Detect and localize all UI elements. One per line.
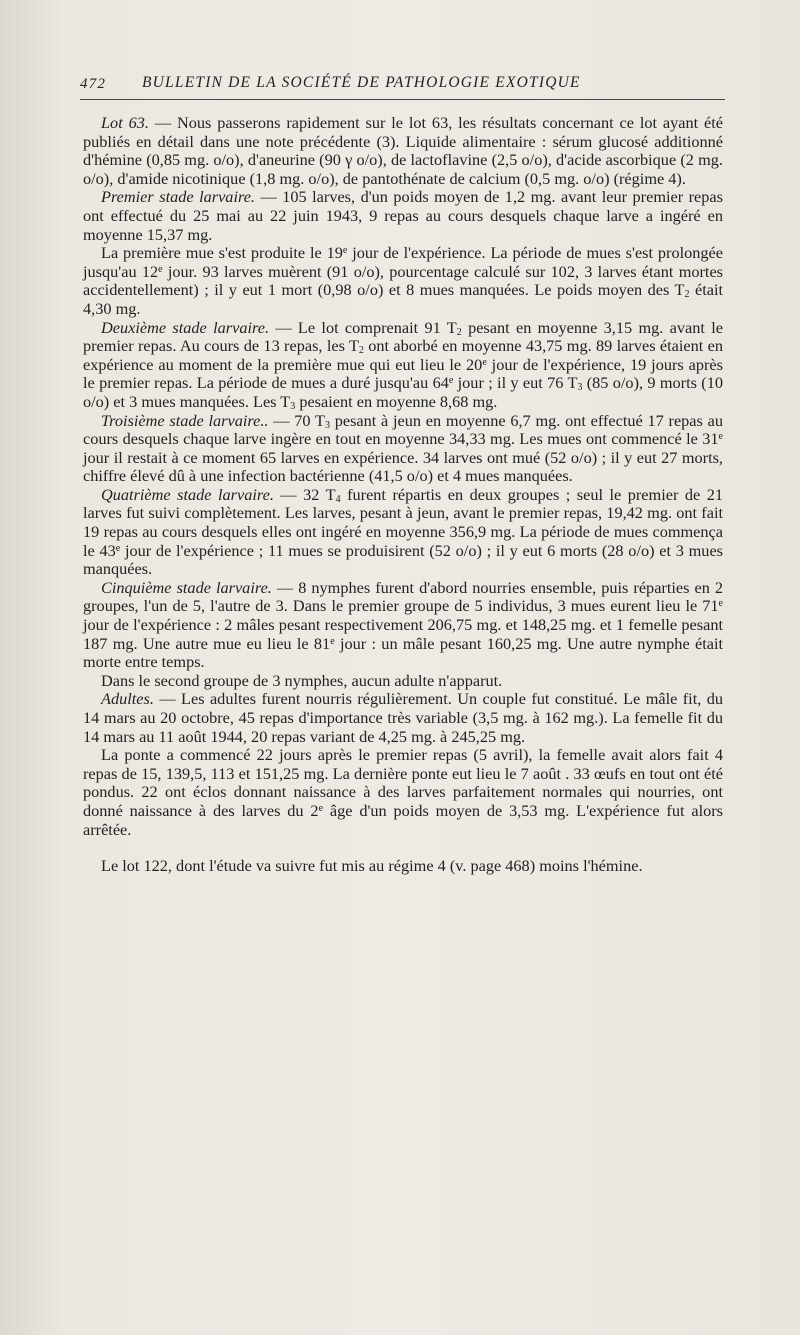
paragraph-second-groupe: Dans le second groupe de 3 nymphes, aucun adulte n'apparut.	[101, 670, 503, 690]
section-label-deuxieme-stade: Deuxième stade larvaire.	[101, 317, 270, 337]
section-label-adultes: Adultes.	[101, 689, 154, 709]
page-number: 472	[80, 76, 107, 92]
section-label-quatrieme-stade: Quatrième stade larvaire.	[101, 484, 274, 504]
paragraph-premiere-mue: La première mue s'est produite le 19e jour de l'expérience. La période de mues s'est prolongée jusqu'au 12e jour. 93 larves muèrent (91 o/o), pourcentage calculé sur 102, 3 larves étant mortes accidentellement) ; il y eut 1 mort (0,98 o/o) et 8 mues manquées. Le poids moyen des $T_2$ était 4,30 mg.	[83, 243, 724, 318]
page-header	[80, 70, 725, 98]
paragraph-ponte: La ponte a commencé 22 jours après le premier repas (5 avril), la femelle avait alors fait 4 repas de 15, 139,5, 113 et 151,25 mg. La dernière ponte eut lieu le 7 août . 33 œufs en tout ont été pondus. 22 ont éclos donnant naissance à des larves parfaitement normales qui nourries, ont donné naissance à des larves du 2e âge d'un poids moyen de 3,53 mg. L'expérience fut alors arrêtée.	[83, 745, 723, 839]
article-body	[83, 114, 723, 876]
section-label-premier-stade: Premier stade larvaire.	[101, 187, 255, 207]
journal-title: BULLETIN DE LA SOCIÉTÉ DE PATHOLOGIE EXOTIQUE	[142, 74, 581, 91]
paragraph-premier-stade: Premier stade larvaire. — 105 larves, d'un poids moyen de 1,2 mg. avant leur premier repas ont effectué du 25 mai au 22 juin 1943, 9 repas au cours desquels chaque larve a ingéré en moyenne 15,37 mg.	[83, 187, 723, 244]
section-label-cinquieme-stade: Cinquième stade larvaire.	[101, 577, 272, 597]
paragraph-lot-122: Le lot 122, dont l'étude va suivre fut mis au régime 4 (v. page 468) moins l'hémine.	[101, 856, 643, 876]
paragraph-troisieme-stade: Troisième stade larvaire.. — 70 $T_3$ pesant à jeun en moyenne 6,7 mg. ont effectué 17 repas au cours desquels chaque larve ingère en tout en moyenne 34,33 mg. Les mues ont commencé le 31e jour il restait à ce moment 65 larves en expérience. 34 larves ont mué (52 o/o) ; il y eut 27 morts, chiffre élevé dû à une infection bactérienne (41,5 o/o) et 4 mues manquées.	[83, 410, 723, 486]
section-label-lot-63: Lot 63.	[101, 113, 149, 132]
paragraph-deuxieme-stade: Deuxième stade larvaire. — Le lot comprenait 91 $T_2$ pesant en moyenne 3,15 mg. avant le premier repas. Au cours de 13 repas, les $T_2$ ont aborbé en moyenne 43,75 mg. 89 larves étaient en expérience au moment de la première mue qui eut lieu le 20e jour de l'expérience, 19 jours après le premier repas. La période de mues a duré jusqu'au 64e jour ; il y eut 76 $T_3$ (85 o/o), 9 morts (10 o/o) et 3 mues manquées. Les $T_3$ pesaient en moyenne 8,68 mg.	[83, 317, 723, 412]
header-rule	[80, 99, 725, 100]
paragraph-lot-63: Lot 63. — Nous passerons rapidement sur le lot 63, les résultats concernant ce lot ayant été publiés en détail dans une note précédente (3). Liquide alimentaire : sérum glucosé additionné d'hémine (0,85 mg. o/o), d'aneurine (90 γ o/o), de lactoflavine (2,5 o/o), d'acide ascorbique (2 mg. o/o), d'amide nicotinique (1,8 mg. o/o), de pantothénate de calcium (0,5 mg. o/o) (régime 4).	[83, 113, 723, 188]
paragraph-adultes: Adultes. — Les adultes furent nourris régulièrement. Un couple fut constitué. Le mâle fit, du 14 mars au 20 octobre, 45 repas d'importance très variable (3,5 mg. à 162 mg.). La femelle fit du 14 mars au 11 août 1944, 20 repas variant de 4,25 mg. à 245,25 mg.	[83, 689, 723, 746]
paragraph-cinquieme-stade: Cinquième stade larvaire. — 8 nymphes furent d'abord nourries ensemble, puis réparties en 2 groupes, l'un de 5, l'autre de 3. Dans le premier groupe de 5 individus, 3 mues eurent lieu le 71e jour de l'expérience : 2 mâles pesant respectivement 206,75 mg. et 148,25 mg. et 1 femelle pesant 187 mg. Une autre mue eu lieu le 81e jour : un mâle pesant 160,25 mg. Une autre nymphe était morte entre temps.	[83, 577, 724, 672]
paragraph-quatrieme-stade: Quatrième stade larvaire. — 32 $T_4$ furent répartis en deux groupes ; seul le premier de 21 larves fut suivi complètement. Les larves, pesant à jeun, avant le premier repas, 19,42 mg. ont fait 19 repas au cours desquels elles ont ingéré en moyenne 356,9 mg. La période de mues commença le 43e jour de l'expérience ; 11 mues se produisirent (52 o/o) ; il y eut 6 morts (28 o/o) et 3 mues manquées.	[83, 484, 724, 579]
section-label-troisieme-stade: Troisième stade larvaire..	[101, 410, 269, 430]
